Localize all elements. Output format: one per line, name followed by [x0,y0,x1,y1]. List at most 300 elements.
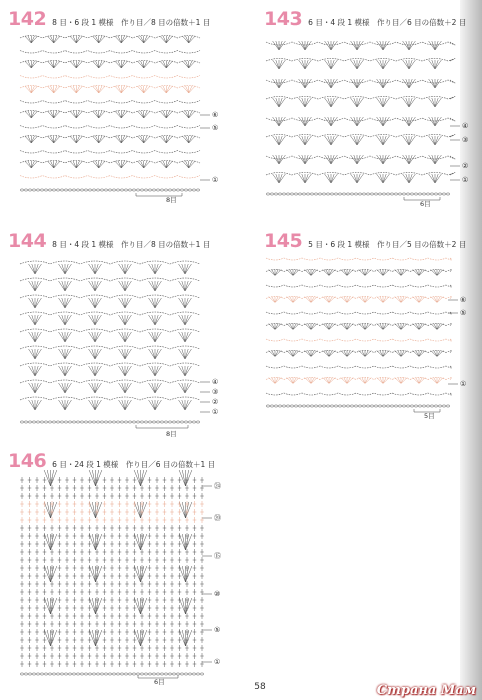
stitch-fan [185,281,188,291]
stitch-fan [54,36,57,43]
stitch-fan [182,383,185,393]
stitch-fan [76,136,79,143]
stitch-fan [409,136,415,145]
stitch-fan [155,315,161,325]
chain-stitch [24,189,28,191]
stitch-fan [293,270,299,276]
stitch-fan [137,61,143,68]
stitch-fan [398,270,401,276]
stitch-fan [276,136,279,145]
stitch-fan [435,136,441,145]
stitch-fan [29,349,35,359]
stitch-fan [357,98,360,107]
stitch-fan [341,270,347,276]
stitch-fan [95,349,98,359]
stitch-fan [155,298,158,308]
stitch-fan [432,136,435,145]
stitch-fan [276,117,279,126]
chain-stitch [200,673,204,675]
pattern-header [8,450,215,472]
stitch-fan [160,61,166,68]
stitch-fan [89,566,95,582]
stitch-fan [383,297,386,303]
stitch-fan [32,349,35,359]
stitch-fan [155,400,158,410]
chain-stitch [382,193,386,195]
chain-stitch [322,405,326,407]
stitch-fan [276,98,279,107]
stitch-fan [351,155,357,164]
stitch-fan [65,315,71,325]
chain-stitch [442,193,446,195]
stitch-fan [99,36,105,43]
stitch-fan [365,270,368,276]
stitch-fan [403,136,409,145]
chain-stitch [124,673,128,675]
stitch-fan [383,60,386,69]
chain-stitch [406,193,410,195]
stitch-fan [383,41,386,50]
stitch-fan [92,400,95,410]
stitch-fan [51,630,57,646]
stitch-fan [437,351,440,357]
stitch-fan [305,41,308,50]
stitch-fan [409,79,415,88]
stitch-fan [432,155,435,164]
pattern-header [8,8,210,30]
stitch-fan [119,349,125,359]
stitch-fan [365,378,368,384]
stitch-fan [59,349,65,359]
stitch-fan [35,264,38,274]
chain-stitch [302,193,306,195]
stitch-fan [96,36,99,43]
stitch-fan [35,366,38,376]
stitch-fan [119,400,125,410]
stitch-fan [89,400,95,410]
stitch-fan [409,60,412,69]
stitch-fan [435,79,438,88]
stitch-fan [416,270,419,276]
stitch-row [20,176,200,179]
stitch-fan [96,86,99,93]
stitch-fan [155,315,158,325]
chain-stitch [270,193,274,195]
stitch-fan [152,349,155,359]
stitch-fan [182,630,185,646]
stitch-fan [290,324,293,330]
chain-stitch [56,673,60,675]
stitch-fan [92,36,98,43]
stitch-fan [186,630,192,646]
stitch-fan [96,502,102,518]
stitch-fan [299,41,305,50]
stitch-fan [28,136,31,143]
stitch-fan [331,155,337,164]
row-label: ⑤ [212,124,219,132]
chain-stitch [278,193,282,195]
stitch-fan [354,155,357,164]
stitch-fan [432,60,435,69]
stitch-fan [437,297,440,303]
row-label: ⑳ [214,514,221,522]
chain-stitch [100,189,104,191]
stitch-fan [119,264,125,274]
stitch-fan [28,36,31,43]
stitch-fan [73,111,76,118]
stitch-fan [35,281,41,291]
stitch-fan [32,366,35,376]
stitch-fan [377,270,383,276]
stitch-fan [357,79,360,88]
stitch-row [266,312,452,314]
stitch-fan [118,86,121,93]
stitch-fan [299,174,305,183]
chain-stitch [382,405,386,407]
stitch-fan [325,155,331,164]
stitch-fan [179,281,185,291]
stitch-fan [357,117,360,126]
stitch-fan [362,351,365,357]
stitch-fan [403,60,409,69]
stitch-fan [325,41,331,50]
stitch-fan [329,270,332,276]
stitch-fan [51,470,57,486]
chain-stitch [92,421,96,423]
stitch-fan [302,136,305,145]
stitch-fan [435,60,441,69]
stitch-fan [44,566,50,582]
row-label: ⑥ [212,111,219,119]
stitch-fan [166,36,172,43]
stitch-fan [377,60,383,69]
stitch-fan [166,36,169,43]
chain-stitch [402,193,406,195]
stitch-fan [357,117,363,126]
row-label: ① [214,658,221,666]
stitch-fan [185,264,188,274]
stitch-fan [137,470,140,486]
chain-stitch [148,189,152,191]
stitch-fan [419,351,422,357]
stitch-fan [125,315,131,325]
stitch-fan [47,630,50,646]
stitch-fan [189,36,192,43]
stitch-fan [166,61,172,68]
stitch-fan [299,79,305,88]
stitch-fan [115,111,121,118]
stitch-fan [149,315,155,325]
stitch-fan [182,332,185,342]
stitch-fan [437,324,440,330]
stitch-fan [299,60,305,69]
row-label: ③ [462,136,469,144]
stitch-fan [144,61,147,68]
stitch-fan [185,400,191,410]
stitch-fan [429,98,435,107]
stitch-fan [25,111,31,118]
stitch-fan [341,297,347,303]
stitch-fan [31,61,34,68]
chain-stitch [184,421,188,423]
stitch-fan [166,111,169,118]
stitch-fan [409,174,415,183]
chain-stitch [80,673,84,675]
stitch-fan [141,36,144,43]
pattern-number: 143 [264,8,303,30]
stitch-fan [344,378,347,384]
stitch-fan [35,332,38,342]
stitch-fan [182,598,185,614]
chain-stitch [72,189,76,191]
chain-stitch [96,189,100,191]
stitch-fan [377,79,383,88]
chain-stitch [354,193,358,195]
stitch-fan [305,79,308,88]
stitch-fan [62,315,65,325]
stitch-fan [155,281,161,291]
stitch-fan [51,36,54,43]
stitch-fan [29,383,35,393]
stitch-fan [76,61,82,68]
stitch-fan [305,117,311,126]
pattern-description: 8 目・6 段 1 模様 作り目／8 目の倍数＋1 目 [52,18,211,27]
stitch-fan [359,270,365,276]
stitch-fan [279,136,285,145]
stitch-fan [279,117,282,126]
stitch-fan [137,502,140,518]
stitch-fan [96,111,99,118]
stitch-fan [409,41,415,50]
stitch-fan [182,566,185,582]
stitch-fan [435,98,441,107]
stitch-fan [435,41,438,50]
stitch-fan [351,136,357,145]
stitch-fan [35,366,41,376]
stitch-fan [152,383,155,393]
watermark-logo: Страна Мам [376,683,476,698]
stitch-fan [35,315,38,325]
stitch-fan [432,41,435,50]
stitch-fan [435,60,438,69]
stitch-fan [365,351,368,357]
chain-stitch [172,673,176,675]
stitch-fan [416,378,419,384]
stitch-fan [185,315,191,325]
stitch-fan [31,86,37,93]
stitch-row [20,261,200,264]
stitch-fan [96,136,99,143]
stitch-fan [182,366,185,376]
chain-stitch [156,673,160,675]
stitch-fan [279,41,285,50]
chain-stitch [386,193,390,195]
stitch-fan [328,79,331,88]
stitch-fan [293,378,296,384]
stitch-fan [166,61,169,68]
stitch-fan [429,155,435,164]
stitch-fan [47,470,50,486]
stitch-fan [435,79,441,88]
stitch-fan [99,161,102,168]
stitch-fan [28,61,31,68]
chain-stitch [326,405,330,407]
chain-stitch [286,405,290,407]
chain-stitch [108,421,112,423]
stitch-fan [179,534,185,550]
stitch-fan [357,41,363,50]
chain-stitch [76,421,80,423]
stitch-fan [182,470,185,486]
stitch-fan [276,41,279,50]
stitch-fan [160,111,166,118]
stitch-fan [429,60,435,69]
stitch-fan [99,86,105,93]
stitch-fan [377,351,383,357]
chain-stitch [196,673,200,675]
stitch-fan [308,270,311,276]
chain-stitch [188,673,192,675]
chain-stitch [386,405,390,407]
stitch-fan [155,400,161,410]
row-label: ① [212,176,219,184]
stitch-fan [308,324,311,330]
stitch-fan [155,264,161,274]
chain-stitch [422,405,426,407]
stitch-fan [54,136,57,143]
stitch-fan [76,111,79,118]
stitch-fan [329,351,332,357]
stitch-fan [185,349,188,359]
stitch-row [20,363,200,366]
stitch-fan [119,315,125,325]
stitch-fan [279,79,282,88]
crochet-chart [18,30,248,210]
repeat-label: 6目 [420,200,431,208]
stitch-fan [311,351,314,357]
stitch-fan [29,281,35,291]
stitch-fan [406,117,409,126]
stitch-fan [311,351,317,357]
stitch-fan [331,79,337,88]
stitch-fan [92,61,98,68]
chain-stitch [116,673,120,675]
stitch-fan [328,60,331,69]
stitch-fan [119,332,125,342]
stitch-fan [185,349,191,359]
row-label: ② [462,162,469,170]
stitch-fan [141,111,144,118]
stitch-fan [122,298,125,308]
stitch-fan [121,111,124,118]
stitch-fan [341,324,347,330]
stitch-fan [189,111,192,118]
stitch-fan [308,378,311,384]
stitch-fan [344,324,347,330]
stitch-fan [59,383,65,393]
stitch-fan [121,111,127,118]
stitch-fan [357,136,360,145]
stitch-fan [141,598,147,614]
stitch-fan [95,281,101,291]
stitch-fan [273,155,279,164]
stitch-fan [134,534,140,550]
chain-stitch [334,193,338,195]
stitch-fan [275,324,281,330]
chain-stitch [72,673,76,675]
chain-stitch [36,421,40,423]
stitch-fan [186,61,189,68]
stitch-fan [362,270,365,276]
stitch-fan [122,383,125,393]
stitch-fan [144,136,147,143]
stitch-fan [377,155,383,164]
stitch-fan [434,351,437,357]
stitch-fan [125,383,131,393]
stitch-fan [273,79,279,88]
chain-stitch [136,673,140,675]
stitch-fan [185,383,191,393]
stitch-fan [163,36,166,43]
stitch-fan [293,351,296,357]
stitch-fan [47,534,50,550]
stitch-fan [325,60,331,69]
pattern-description: 5 目・6 段 1 模様 作り目／5 目の倍数＋2 目 [308,240,467,249]
stitch-fan [149,281,155,291]
stitch-fan [160,86,166,93]
stitch-fan [189,161,195,168]
stitch-fan [435,117,438,126]
chain-stitch [266,405,270,407]
stitch-row [20,161,200,164]
chain-stitch [398,193,402,195]
stitch-fan [362,324,365,330]
stitch-fan [182,400,185,410]
stitch-fan [182,298,185,308]
stitch-fan [354,174,357,183]
stitch-fan [92,86,98,93]
stitch-fan [95,298,101,308]
stitch-fan [95,400,98,410]
stitch-fan [272,378,275,384]
stitch-fan [51,566,57,582]
stitch-fan [401,324,404,330]
row-label: ⑩ [214,590,221,598]
stitch-fan [137,534,140,550]
stitch-fan [409,60,415,69]
stitch-fan [380,155,383,164]
stitch-fan [92,502,95,518]
chain-stitch [132,189,136,191]
stitch-fan [279,60,285,69]
stitch-fan [125,281,131,291]
stitch-fan [377,324,383,330]
chain-stitch [152,673,156,675]
stitch-fan [99,136,105,143]
stitch-fan [362,378,365,384]
stitch-fan [377,297,383,303]
stitch-fan [134,598,140,614]
stitch-row [266,42,455,45]
stitch-fan [144,86,147,93]
stitch-fan [435,155,441,164]
chain-stitch [160,189,164,191]
stitch-fan [163,86,166,93]
stitch-row [20,86,200,89]
stitch-fan [185,383,188,393]
stitch-fan [325,79,331,88]
stitch-fan [149,383,155,393]
